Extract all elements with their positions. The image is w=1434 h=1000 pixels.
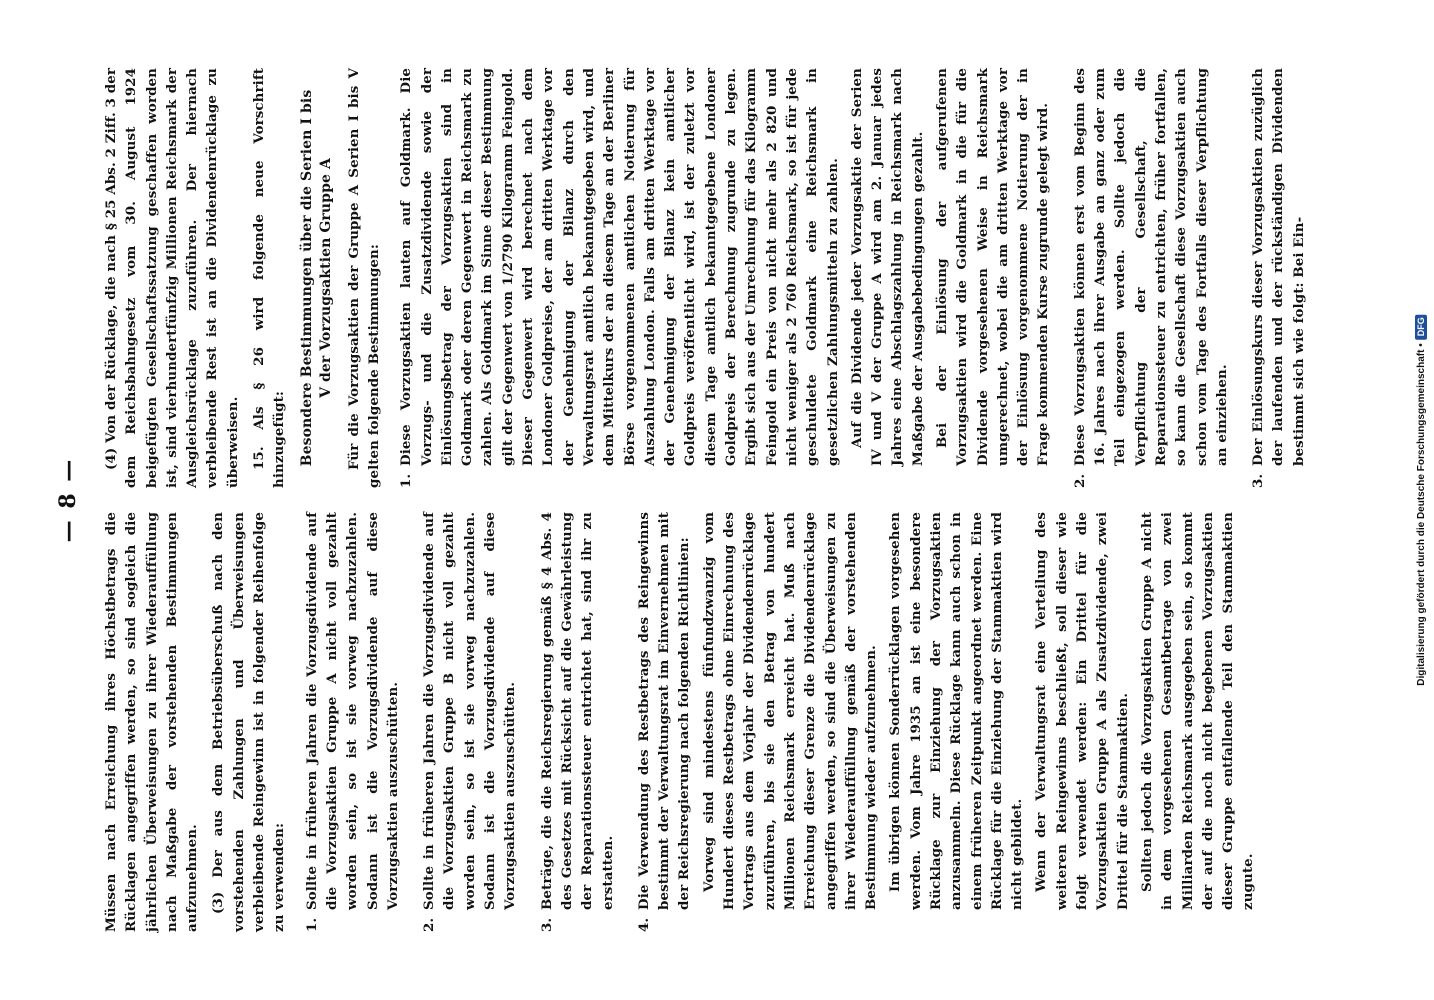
digitization-sidebar — [1412, 8, 1430, 992]
document-page — [55, 60, 1355, 940]
list-text: Sollte in früheren Jahren die Vorzugsdividende auf die Vorzugsaktien Gruppe B nicht voll gezahlt worden sein, so ist sie vorweg nachzuzahlen. Sodann ist die Vorzugsdividende auf diese Vorzugsaktien auszuschütten. — [421, 512, 519, 910]
list-number: 3. — [1250, 473, 1267, 488]
list-number: 3. — [538, 917, 555, 932]
list-item — [302, 512, 407, 932]
paragraph: Vorweg sind mindestens fünfundzwanzig vom Hundert dieses Restbetrags ohne Einrechnung des Vortrags aus dem Vorjahr der Dividendenrücklage zuzuführen, bis sie den Betrag von hundert Millionen Reichsmark erreicht hat. Muß nach Erreichung dieser Grenze die Dividendenrücklage angegriffen werden, so sind die Überweisungen zu ihrer Wiederauffüllung gemäß der vorstehenden Bestimmung wieder aufzunehmen. — [700, 512, 880, 910]
paragraph: Bei der Einlösung der aufgerufenen Vorzugsaktien wird die Goldmark in die für die Dividende vorgesehenen Weise in Reichsmark umgerechnet, wobei die am dritten Werktage vor der Einlösung vorgenommene Notierung der in Frage kommenden Kurse zugrunde gelegt wird. — [933, 68, 1052, 466]
paragraph: Müssen nach Erreichung ihres Höchstbetrags die Rücklagen angegriffen werden, so sind sogleich die jährlichen Überweisungen zu ihrer Wiederauffüllung nach Maßgabe der vorstehenden Bestimmungen aufzunehmen. — [103, 512, 201, 932]
credit-text: Digitalisierung gefördert durch die Deutsche Forschungsgemeinschaft • — [1415, 343, 1427, 686]
list-number: 2. — [1071, 473, 1088, 488]
list-text: Beträge, die die Reichsregierung gemäß § 4 Abs. 4 des Gesetzes mit Rücksicht auf die Gewährleistung der Reparationssteuer entrichtet hat, sind ihr zu erstatten. — [538, 512, 616, 910]
list-number: 2. — [421, 917, 438, 932]
paragraph: Auf die Dividende jeder Vorzugsaktie der Serien IV und V der Gruppe A wird am 2. Januar jedes Jahres eine Abschlagszahlung in Reichsmark nach Maßgabe der Ausgabebedingungen gezahlt. — [848, 68, 926, 466]
list-text: Die Verwendung des Restbetrags des Reingewinns bestimmt der Verwaltungsrat im Einvernehmen mit der Reichsregierung nach folgenden Richtlinien: — [635, 512, 693, 910]
digitization-credit — [1415, 314, 1427, 685]
left-column — [101, 512, 1269, 932]
page-number-text: — 8 — — [55, 457, 81, 543]
page-number — [55, 60, 95, 940]
list-text: Sollte in früheren Jahren die Vorzugsdividende auf die Vorzugsaktien Gruppe A nicht voll gezahlt worden sein, so ist sie vorweg nachzuzahlen. Sodann ist die Vorzugsdividende auf diese Vorzugsaktien auszuschütten. — [303, 512, 401, 910]
paragraph: Im übrigen können Sonderrücklagen vorgesehen werden. Vom Jahre 1935 an ist eine besondere Rücklage zur Einziehung der Vorzugsaktien anzusammeln. Diese Rücklage kann auch schon in einem früheren Zeitpunkt angeordnet werden. Eine Rücklage für die Einziehung der Stammaktien wird nicht gebildet. — [887, 512, 1026, 910]
list-item — [1070, 68, 1236, 488]
paragraph: 15. Als § 26 wird folgende neue Vorschrift hinzugefügt: — [251, 68, 288, 488]
list-text: Diese Vorzugsaktien lauten auf Goldmark. Die Vorzugs- und die Zusatzdividende sowie der Einlösungsbetrag der Vorzugsaktien sind in Goldmark oder deren Gegenwert in Reichsmark zu zahlen. Als Goldmark im Sinne dieser Bestimmung gilt der Gegenwert von 1/2790 Kilogramm Feingold. Dieser Gegenwert wird berechnet nach dem Londoner Goldpreise, der am dritten Werktage vor der Genehmigung der Bilanz durch den Verwaltungsrat amtlich bekanntgegeben wird, und dem Mittelkurs der an diesem Tage an der Berliner Börse vorgenommenen amtlichen Notierung für Auszahlung London. Falls am dritten Werktage vor der Genehmigung der Bilanz kein amtlicher Goldpreis veröffentlicht wird, ist der zuletzt vor diesem Tage amtlich bekanntgegebene Londoner Goldpreis der Berechnung zugrunde zu legen. Ergibt sich aus der Umrechnung für das Kilogramm Feingold ein Preis von nicht mehr als 2 820 und nicht weniger als 2 760 Reichsmark, so ist für jede geschuldete Goldmark eine Reichsmark in gesetzlichen Zahlungsmitteln zu zahlen. — [398, 68, 841, 466]
dfg-logo-icon: DFG — [1415, 314, 1427, 339]
section-heading: Besondere Bestimmungen über die Serien I bis V der Vorzugsaktien Gruppe A — [298, 89, 334, 467]
paragraph: Für die Vorzugsaktien der Gruppe A Serien I bis V gelten folgende Bestimmungen: — [345, 68, 382, 488]
list-text: Der Einlösungskurs dieser Vorzugsaktien zuzüglich der laufenden und der rückständigen Dividenden bestimmt sich wie folgt: Bei Ein- — [1250, 68, 1307, 466]
list-item — [634, 512, 1263, 932]
list-item — [537, 512, 622, 932]
paragraph: Sollten jedoch die Vorzugsaktien Gruppe A nicht in dem vorgesehenen Gesamtbetrage von zwei Milliarden Reichsmark ausgegeben sein, so kommt der auf die noch nicht begebenen Vorzugsaktien dieser Gruppe entfallende Teil den Stammaktien zugute. — [1138, 512, 1257, 910]
list-number: 4. — [635, 917, 652, 932]
right-column — [101, 68, 1319, 488]
list-number: 1. — [398, 473, 415, 488]
list-text: Diese Vorzugsaktien können erst vom Beginn des 16. Jahres nach ihrer Ausgabe an ganz oder zum Teil eingezogen werden. Sollte jedoch die Verpflichtung der Gesellschaft, die Reparationssteuer zu entrichten, früher fortfallen, so kann die Gesellschaft diese Vorzugsaktien auch schon vom Tage des Fortfalls dieser Verpflichtung an einziehen. — [1071, 68, 1230, 466]
paragraph: (4) Von der Rücklage, die nach § 25 Abs. 2 Ziff. 3 der dem Reichsbahngesetz vom 30. August 1924 beigefügten Gesellschaftssatzung geschaffen worden ist, sind vierhundertfünfzig Millionen Reichsmark der Ausgleichsrücklage zuzuführen. Der hiernach verbleibende Rest ist an die Dividendenrücklage zu überweisen. — [103, 68, 241, 488]
list-number: 1. — [303, 917, 320, 932]
list-item — [1248, 68, 1313, 488]
list-item — [396, 68, 1058, 488]
paragraph: Wenn der Verwaltungsrat eine Verteilung des weiteren Reingewinns beschließt, soll dieser wie folgt verwendet werden: Ein Drittel für die Vorzugsaktien Gruppe A als Zusatzdividende, zwei Drittel für die Stammaktien. — [1033, 512, 1131, 910]
list-item — [419, 512, 524, 932]
paragraph: (3) Der aus dem Betriebsüberschuß nach den vorstehenden Zahlungen und Überweisungen verbleibende Reingewinn ist in folgender Reihenfolge zu verwenden: — [210, 512, 288, 932]
